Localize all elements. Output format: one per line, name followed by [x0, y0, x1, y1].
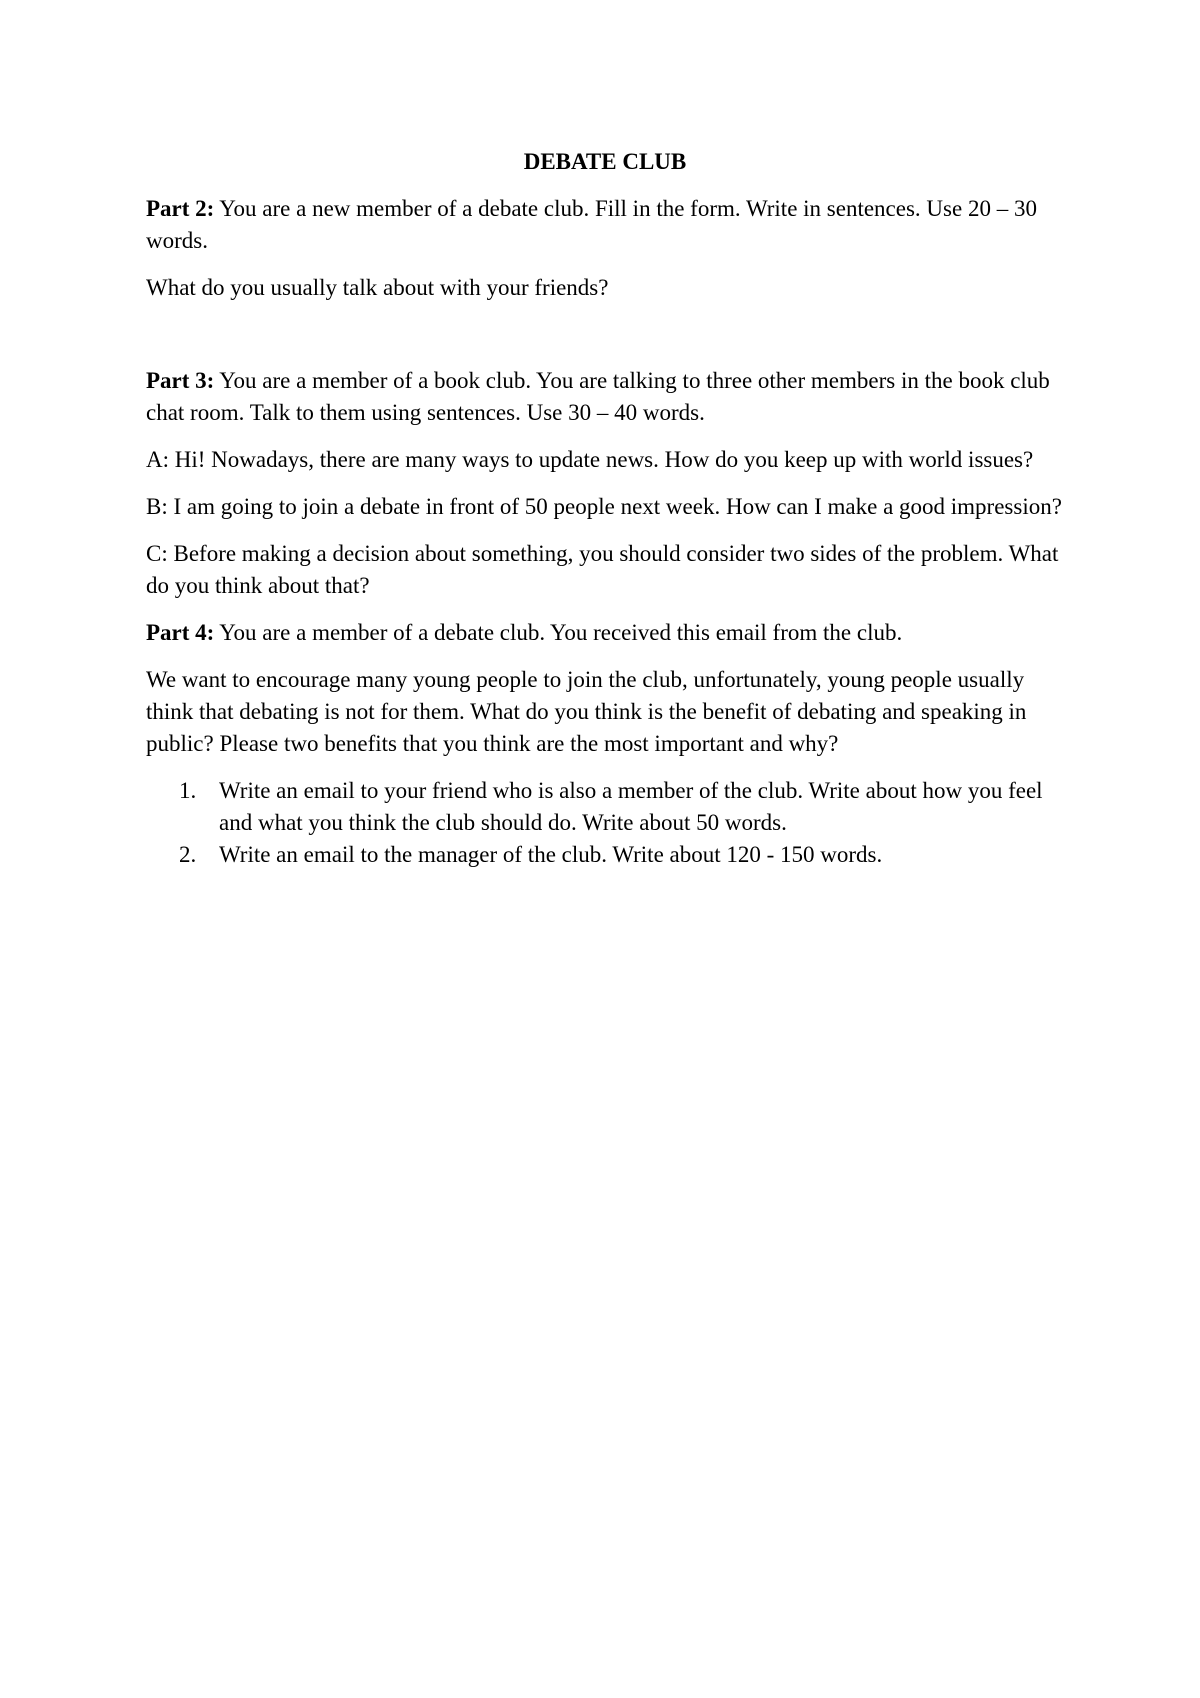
part2-question: What do you usually talk about with your friends?	[146, 275, 609, 300]
part3-message-b: B: I am going to join a debate in front of 50 people next week. How can I make a good impression?	[146, 494, 1062, 519]
part3-message-a: A: Hi! Nowadays, there are many ways to update news. How do you keep up with world issues?	[146, 447, 1034, 472]
part3-instruction	[146, 365, 1064, 429]
task-number: 2.	[179, 842, 197, 867]
part2-instruction	[146, 193, 1064, 257]
task-text: Write an email to the manager of the club. Write about 120 - 150 words.	[219, 842, 883, 867]
part3-label: Part 3:	[146, 368, 215, 393]
part4-instruction	[146, 617, 1064, 649]
task-number: 1.	[179, 778, 197, 803]
task-text: Write an email to your friend who is also a member of the club. Write about how you feel and what you think the club should do. Write about 50 words.	[219, 778, 1043, 835]
document-body	[146, 146, 1064, 871]
part4-instruction-text: You are a member of a debate club. You received this email from the club.	[214, 620, 903, 645]
part4-label: Part 4:	[146, 620, 215, 645]
part4-email-text: We want to encourage many young people to join the club, unfortunately, young people usually think that debating is not for them. What do you think is the benefit of debating and speaking in public? Please two benefits that you think are the most important and why?	[146, 667, 1027, 756]
part2-label: Part 2:	[146, 196, 215, 221]
part2-instruction-text: You are a new member of a debate club. Fill in the form. Write in sentences. Use 20 – 30 words.	[146, 196, 1037, 253]
document-title: DEBATE CLUB	[523, 149, 687, 174]
part4-task-list	[146, 775, 1064, 871]
part3-instruction-text: You are a member of a book club. You are talking to three other members in the book club chat room. Talk to them using sentences. Use 30 – 40 words.	[146, 368, 1050, 425]
part3-message-c: C: Before making a decision about something, you should consider two sides of the problem. What do you think about that?	[146, 541, 1059, 598]
task-item-1	[146, 775, 1064, 839]
task-item-2	[146, 839, 1064, 871]
